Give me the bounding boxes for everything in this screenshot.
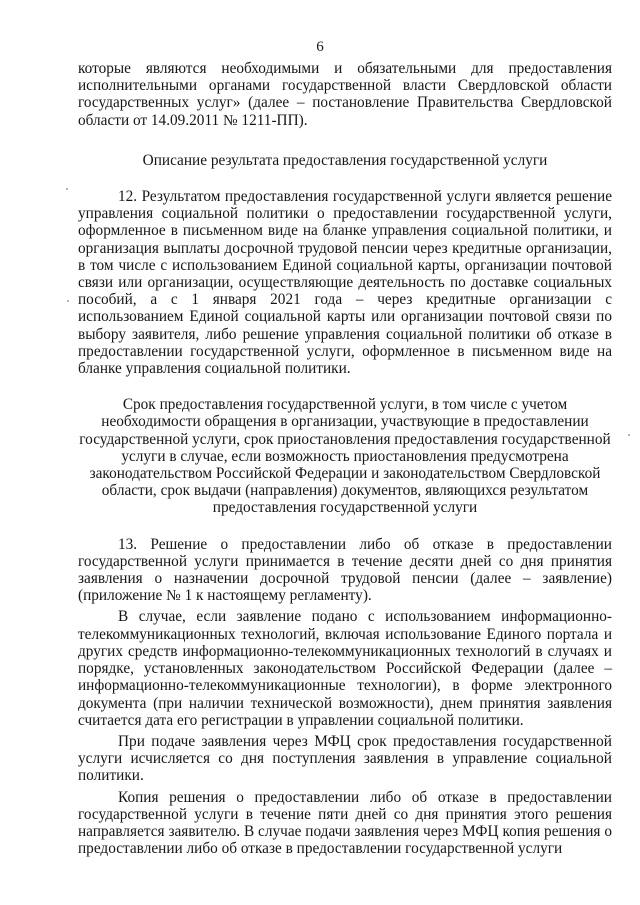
- spacer: [78, 129, 612, 152]
- spacer: [78, 169, 612, 188]
- paragraph-continuation: которые являются необходимыми и обязательными для предоставления исполнительными органами государственной власти Свердловской области государственных услуг» (далее – постановление Правительства Свердловской области от 14.09.2011 № 1211-ПП).: [78, 60, 612, 129]
- section-heading-result: Описание результата предоставления государственной услуги: [142, 151, 548, 169]
- scan-speck: [67, 300, 69, 302]
- scan-speck: [628, 434, 630, 436]
- spacer: [78, 377, 612, 396]
- paragraph-12: 12. Результатом предоставления государственной услуги является решение управления социальной политики о предоставлении государственной услуги, оформленное в письменном виде на бланке управления социальной политики, и организация выплаты досрочной трудовой пенсии через кредитные организации, в том числе с использованием Единой социальной карты, организации почтовой связи или организации, осуществляющие деятельность по доставке социальных пособий, а с 1 января 2021 года – через кредитные организации с использованием Единой социальной карты или организации почтовой связи по выбору заявителя, либо решение управления социальной политики об отказе в предоставлении государственной услуги, оформленное в письменном виде на бланке управления социальной политики.: [78, 188, 612, 378]
- scan-speck: [66, 188, 68, 190]
- spacer: [78, 517, 612, 536]
- page-number: 6: [316, 39, 324, 55]
- paragraph-electronic-submission: В случае, если заявление подано с использованием информационно-телекоммуникационных технологий, включая использование Единого портала и других средств информационно-телекоммуникационных технологий в случаях и порядке, установленных законодательством Российской Федерации (далее – информационно-телекоммуникационные технологии), в форме электронного документа (при наличии технической возможности), днем принятия заявления считается дата его регистрации в управлении социальной политики.: [78, 608, 612, 729]
- paragraph-13: 13. Решение о предоставлении либо об отказе в предоставлении государственной услуги принимается в течение десяти дней со дня принятия заявления о назначении досрочной трудовой пенсии (далее – заявление) (приложение № 1 к настоящему регламенту).: [78, 535, 612, 605]
- paragraph-mfc-term: При подаче заявления через МФЦ срок предоставления государственной услуги исчисляется со дня поступления заявления в управление социальной политики.: [78, 732, 612, 785]
- section-heading-term: Срок предоставления государственной услуги, в том числе с учетом необходимости обращения в организации, участвующие в предоставлении государственной услуги, срок приостановления предоставления государственной услуги в случае, если возможность приостановления предусмотрена законодательством Российской Федерации и законодательством Свердловской области, срок выдачи (направления) документов, являющихся результатом предоставления государственной услуги: [79, 396, 611, 517]
- document-body: [78, 60, 612, 857]
- paragraph-decision-copy: Копия решения о предоставлении либо об отказе в предоставлении государственной услуги в течение пяти дней со дня принятия этого решения направляется заявителю. В случае подачи заявления через МФЦ копия решения о предоставлении либо об отказе в предоставлении государственной услуги: [78, 788, 612, 858]
